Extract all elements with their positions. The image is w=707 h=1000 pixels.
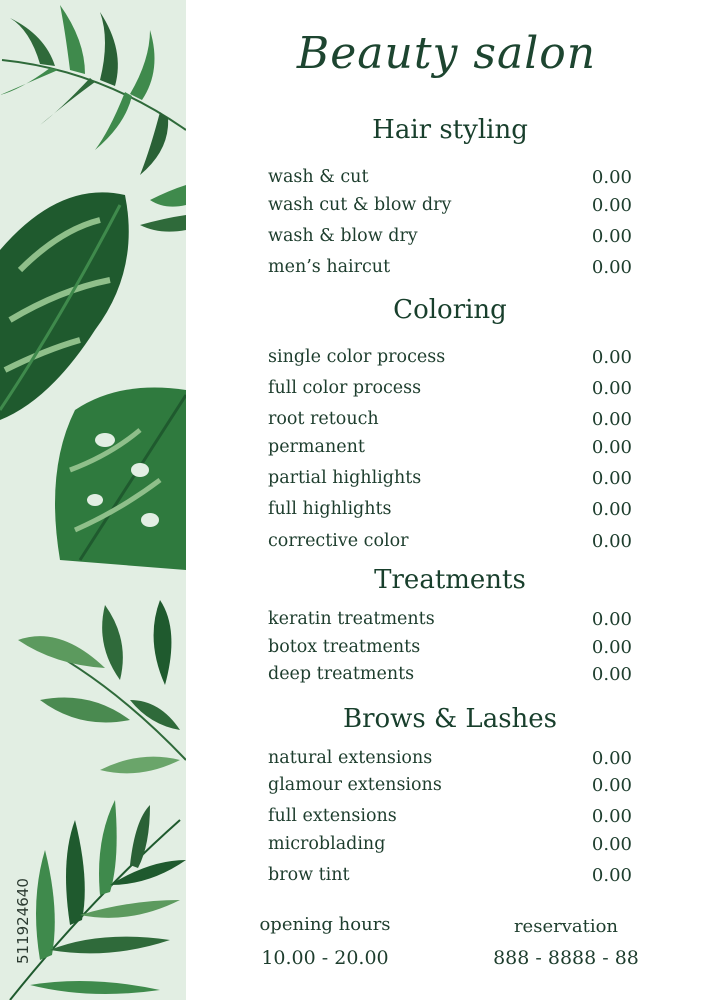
item-price: 0.00: [591, 409, 632, 430]
item-name: glamour extensions: [268, 775, 442, 795]
item-price: 0.00: [591, 499, 632, 520]
item-name: natural extensions: [268, 748, 433, 768]
menu-item: [268, 834, 632, 860]
item-name: men’s haircut: [268, 257, 391, 277]
menu-item: [268, 499, 632, 525]
menu-item: [268, 257, 632, 283]
monstera-leaf-icon: [0, 192, 129, 420]
item-name: permanent: [268, 437, 365, 457]
item-price: 0.00: [591, 637, 632, 658]
item-price: 0.00: [591, 748, 632, 769]
menu-item: [268, 409, 632, 435]
stock-id-watermark: [8, 770, 34, 970]
menu-item: [268, 195, 632, 221]
item-name: keratin treatments: [268, 609, 435, 629]
item-price: 0.00: [591, 257, 632, 278]
item-price: 0.00: [591, 865, 632, 886]
section-heading-coloring: Coloring: [393, 295, 507, 325]
menu-item: [268, 664, 632, 690]
item-name: full highlights: [268, 499, 392, 519]
item-price: 0.00: [591, 437, 632, 458]
monstera-leaf-icon: [55, 388, 186, 571]
menu-item: [268, 347, 632, 373]
item-name: brow tint: [268, 865, 350, 885]
opening-hours-value: 10.00 - 20.00: [261, 947, 389, 969]
section-heading-hair-styling: Hair styling: [372, 115, 528, 145]
menu-item: [268, 437, 632, 463]
item-price: 0.00: [591, 378, 632, 399]
item-price: 0.00: [591, 226, 632, 247]
item-name: wash & cut: [268, 167, 369, 187]
item-name: deep treatments: [268, 664, 415, 684]
item-name: microblading: [268, 834, 386, 854]
menu-item: [268, 531, 632, 557]
item-price: 0.00: [591, 664, 632, 685]
menu-item: [268, 775, 632, 801]
palm-leaf-bottom-icon: [10, 800, 186, 1000]
item-price: 0.00: [591, 609, 632, 630]
menu-item: [268, 637, 632, 663]
item-price: 0.00: [591, 167, 632, 188]
item-price: 0.00: [591, 468, 632, 489]
item-price: 0.00: [591, 531, 632, 552]
item-name: corrective color: [268, 531, 409, 551]
page-title: Beauty salon: [296, 28, 597, 79]
item-name: root retouch: [268, 409, 379, 429]
item-name: single color process: [268, 347, 446, 367]
section-heading-brows-lashes: Brows & Lashes: [342, 704, 558, 734]
item-price: 0.00: [591, 834, 632, 855]
menu-item: [268, 865, 632, 891]
item-name: wash & blow dry: [268, 226, 418, 246]
item-price: 0.00: [591, 806, 632, 827]
menu-item: [268, 378, 632, 404]
item-name: wash cut & blow dry: [268, 195, 452, 215]
section-heading-treatments: Treatments: [374, 565, 526, 595]
stock-id-text: 511924640: [14, 878, 32, 964]
menu-item: [268, 806, 632, 832]
reservation-phone: 888 - 8888 - 88: [493, 947, 639, 969]
menu-item: [268, 468, 632, 494]
menu-item: [268, 226, 632, 252]
item-name: botox treatments: [268, 637, 421, 657]
menu-item: [268, 167, 632, 193]
item-name: partial highlights: [268, 468, 422, 488]
item-price: 0.00: [591, 775, 632, 796]
item-name: full extensions: [268, 806, 397, 826]
opening-hours-label: opening hours: [259, 914, 391, 935]
menu-item: [268, 748, 632, 774]
item-name: full color process: [268, 378, 422, 398]
item-price: 0.00: [591, 347, 632, 368]
reservation-label: reservation: [513, 916, 619, 937]
leaf-decoration-panel: [0, 0, 186, 1000]
menu-item: [268, 609, 632, 635]
leafy-branch-icon: [18, 600, 186, 773]
item-price: 0.00: [591, 195, 632, 216]
